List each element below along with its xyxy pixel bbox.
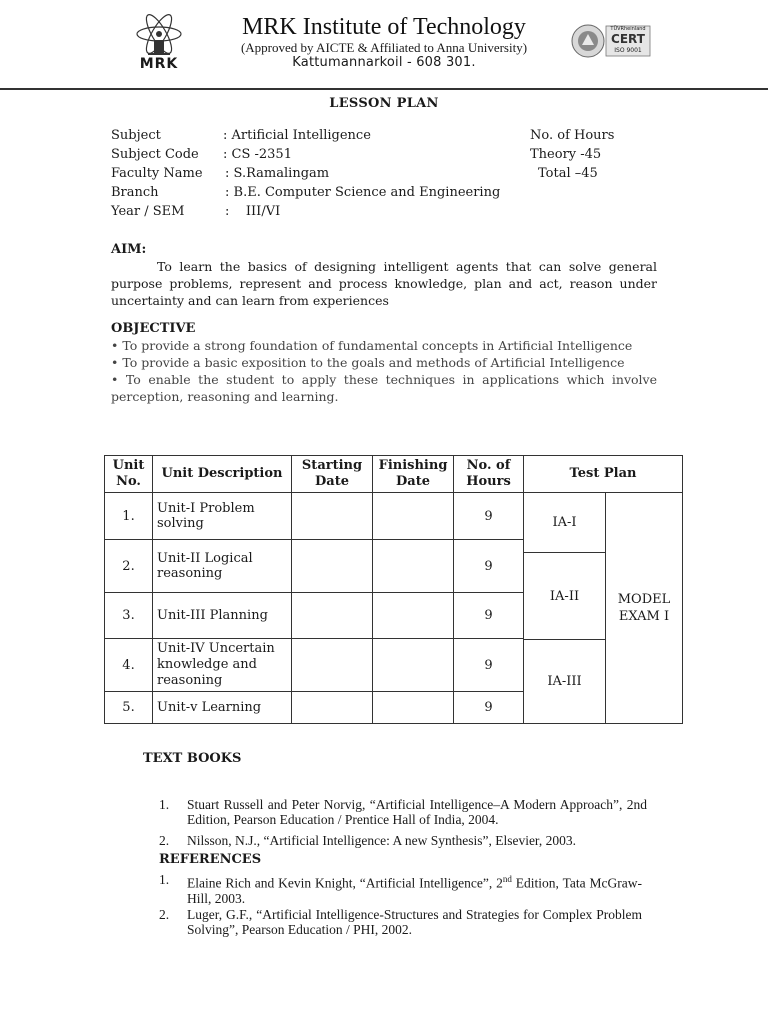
- unit-description: Unit-v Learning: [153, 692, 292, 724]
- item-text: Stuart Russell and Peter Norvig, “Artificial Intelligence–A Modern Approach”, 2nd Edition, Pearson Education / Prentice Hall of India, 2004.: [187, 797, 647, 827]
- reference-item: [159, 907, 642, 937]
- ref-text-main: Elaine Rich and Kevin Knight, “Artificial Intelligence”, 2: [187, 875, 503, 891]
- ref-text-superscript: nd: [502, 874, 512, 884]
- institute-name: MRK Institute of Technology: [242, 14, 526, 40]
- test-ia2: IA-II: [524, 553, 606, 640]
- starting-date: [292, 639, 373, 692]
- hours: 9: [454, 692, 524, 724]
- info-row: [111, 183, 671, 202]
- info-value: : S.Ramalingam: [225, 166, 330, 181]
- info-right: No. of Hours: [530, 128, 615, 143]
- reference-item: [159, 872, 642, 906]
- cert-label: CERT: [611, 32, 645, 46]
- textbook-item: [159, 833, 647, 848]
- cert-iso: ISO 9001: [614, 47, 642, 54]
- info-label: Subject: [111, 128, 161, 143]
- item-number: 2.: [159, 907, 170, 922]
- unit-no: 1.: [105, 493, 153, 540]
- objective-list: [111, 337, 657, 405]
- unit-description: Unit-II Logical reasoning: [153, 540, 292, 593]
- info-label: Year / SEM: [111, 204, 185, 219]
- hours: 9: [454, 493, 524, 540]
- objective-item: • To provide a strong foundation of fundamental concepts in Artificial Intelligence: [111, 338, 633, 353]
- item-number: 1.: [159, 797, 170, 812]
- finishing-date: [373, 493, 454, 540]
- starting-date: [292, 593, 373, 639]
- aim-text: To learn the basics of designing intelligent agents that can solve general purpose problems, represent and process knowledge, plan and act, reason under uncertainty and can learn from experiences: [111, 259, 657, 308]
- starting-date: [292, 493, 373, 540]
- col-header-starting-date: Starting Date: [292, 456, 373, 493]
- approval-line: (Approved by AICTE & Affiliated to Anna University): [240, 40, 528, 55]
- info-label: Subject Code: [111, 147, 199, 162]
- col-header-hours: No. of Hours: [454, 456, 524, 493]
- col-header-unit-description: Unit Description: [153, 456, 292, 493]
- table-header-row: [105, 456, 683, 493]
- test-ia1: IA-I: [524, 493, 606, 553]
- ref-text-tail: Edition, Tata McGraw-Hill, 2003.: [187, 875, 642, 906]
- table-row: [105, 493, 683, 524]
- finishing-date: [373, 692, 454, 724]
- info-label: Faculty Name: [111, 166, 203, 181]
- unit-description: Unit-I Problem solving: [153, 493, 292, 540]
- objective-heading: OBJECTIVE: [111, 321, 196, 336]
- textbooks-heading: TEXT BOOKS: [143, 751, 242, 766]
- item-number: 1.: [159, 872, 170, 887]
- objective-item: • To enable the student to apply these techniques in applications which involve perception, reasoning and learning.: [111, 372, 657, 404]
- info-row: [111, 164, 671, 183]
- finishing-date: [373, 639, 454, 692]
- item-text: Nilsson, N.J., “Artificial Intelligence: A new Synthesis”, Elsevier, 2003.: [187, 833, 577, 848]
- unit-description: Unit-IV Uncertain knowledge and reasoning: [153, 639, 292, 692]
- finishing-date: [373, 540, 454, 593]
- logo-text: MRK: [139, 56, 179, 72]
- info-value: : Artificial Intelligence: [223, 128, 371, 143]
- col-header-finishing-date: Finishing Date: [373, 456, 454, 493]
- header-divider: [0, 88, 768, 90]
- starting-date: [292, 540, 373, 593]
- info-value: : CS -2351: [223, 147, 292, 162]
- hours: 9: [454, 593, 524, 639]
- info-row: [111, 145, 671, 164]
- test-ia3: IA-III: [524, 640, 606, 724]
- col-header-unit-no: Unit No.: [105, 456, 153, 493]
- cert-brand: TÜVRheinland: [610, 26, 646, 32]
- info-label: Branch: [111, 185, 159, 200]
- test-model-exam: MODEL EXAM I: [606, 493, 683, 724]
- address-line: Kattumannarkoil - 608 301.: [292, 55, 476, 70]
- starting-date: [292, 692, 373, 724]
- references-heading: REFERENCES: [159, 852, 262, 867]
- unit-no: 5.: [105, 692, 153, 724]
- page-title: LESSON PLAN: [329, 96, 439, 111]
- item-text: [187, 872, 642, 906]
- finishing-date: [373, 593, 454, 639]
- item-text: Luger, G.F., “Artificial Intelligence-Structures and Strategies for Complex Problem Solving”, Pearson Education / PHI, 2002.: [187, 907, 642, 937]
- info-value: : B.E. Computer Science and Engineering: [225, 185, 501, 200]
- info-row: [111, 126, 671, 145]
- unit-no: 3.: [105, 593, 153, 639]
- item-number: 2.: [159, 833, 170, 848]
- info-right: Total –45: [538, 166, 598, 181]
- hours: 9: [454, 540, 524, 593]
- col-header-test-plan: Test Plan: [524, 456, 683, 493]
- info-row: [111, 202, 671, 221]
- info-value: : III/VI: [225, 204, 281, 219]
- info-right: Theory -45: [530, 147, 602, 162]
- textbook-item: [159, 797, 647, 827]
- unit-no: 2.: [105, 540, 153, 593]
- unit-description: Unit-III Planning: [153, 593, 292, 639]
- aim-heading: AIM:: [111, 242, 147, 257]
- unit-no: 4.: [105, 639, 153, 692]
- lesson-plan-table: [104, 455, 683, 724]
- hours: 9: [454, 639, 524, 692]
- objective-item: • To provide a basic exposition to the goals and methods of Artificial Intelligence: [111, 355, 625, 370]
- course-info: [111, 126, 671, 221]
